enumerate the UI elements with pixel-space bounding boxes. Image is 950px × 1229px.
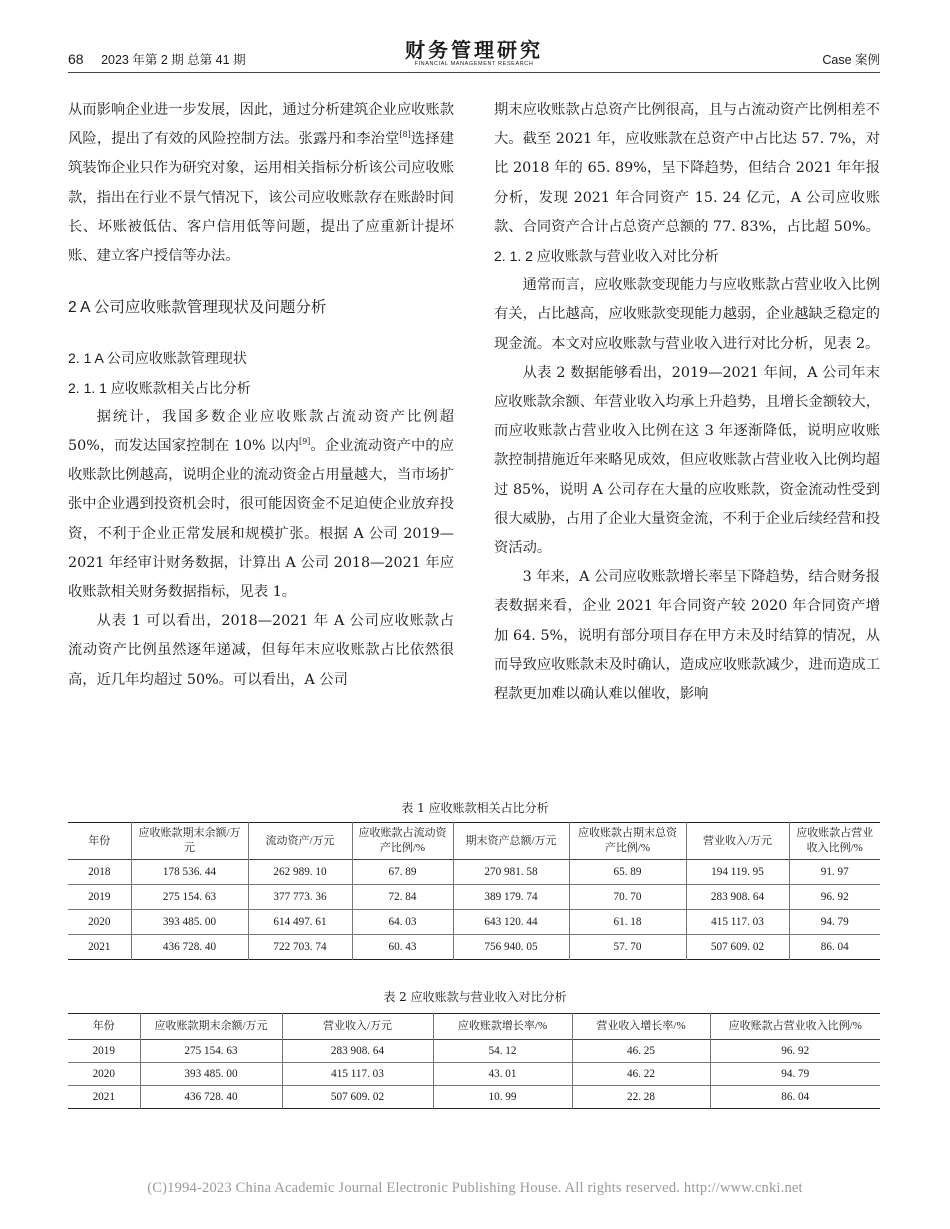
table2 (68, 1013, 880, 1109)
table-row (68, 1086, 880, 1109)
table1-header: 应收账款期末余额/万元 (131, 823, 248, 860)
table1-header: 应收账款占期末总资产比例/% (569, 823, 686, 860)
table-cell: 436 728. 40 (131, 935, 248, 960)
table-cell: 393 485. 00 (131, 910, 248, 935)
table1-header: 营业收入/万元 (686, 823, 789, 860)
paragraph: 从而影响企业进一步发展，因此，通过分析建筑企业应收账款风险，提出了有效的风险控制方法。张露丹和李治堂[8]选择建筑装饰企业只作为研究对象，运用相关指标分析该公司应收账款，指出在行业不景气情况下，该公司应收账款存在账龄时间长、坏账被低估、客户信用低等问题，提出了应重新计提坏账、建立客户授信等办法。 (68, 102, 455, 265)
table1-header: 期末资产总额/万元 (453, 823, 569, 860)
logo-english: FINANCIAL MANAGEMENT RESEARCH (414, 61, 534, 67)
table-cell: 2020 (92, 1068, 115, 1080)
table1-caption: 表 1 应收账款相关占比分析 (401, 801, 549, 815)
table-cell: 10. 99 (433, 1086, 572, 1109)
table-row (68, 1040, 880, 1063)
section-label: Case 案例 (822, 53, 880, 67)
table-cell: 389 179. 74 (453, 885, 569, 910)
table-cell: 756 940. 05 (453, 935, 569, 960)
table1-header: 流动资产/万元 (248, 823, 352, 860)
table-cell: 94. 79 (710, 1063, 880, 1086)
table2-header: 年份 (92, 1020, 115, 1032)
table-row (68, 1063, 880, 1086)
table1-header: 应收账款占流动资产比例/% (352, 823, 453, 860)
table-cell: 507 609. 02 (282, 1086, 433, 1109)
paragraph: 从表 2 数据能够看出，2019—2021 年间，A 公司年末应收账款余额、年营业收入均承上升趋势，且增长金额较大，而应收账款占营业收入比例在这 3 年逐渐降低，说明应收账款控制措施近年来略见成效，但应收账款占营业收入比例均超过 85%，说明 A 公司存在大量的应收账款，资金流动性受到很大威胁，占用了企业大量资金流，不利于企业后续经营和投资活动。 (494, 364, 881, 557)
table-cell: 722 703. 74 (248, 935, 352, 960)
journal-logo (405, 34, 543, 67)
right-column (494, 96, 880, 709)
table2-header: 应收账款期末余额/万元 (140, 1014, 282, 1040)
table-cell: 46. 25 (572, 1040, 710, 1063)
table2-header: 应收账款增长率/% (433, 1014, 572, 1040)
page-header (68, 38, 880, 72)
table1-header-row (68, 823, 880, 860)
table-cell: 270 981. 58 (453, 860, 569, 885)
table-cell: 2019 (88, 891, 111, 903)
table2-header: 营业收入增长率/% (572, 1014, 710, 1040)
table-cell: 72. 84 (352, 885, 453, 910)
table2-header: 应收账款占营业收入比例/% (710, 1014, 880, 1040)
table-cell: 86. 04 (789, 935, 880, 960)
page-number: 68 (68, 51, 84, 67)
table-cell: 2020 (88, 916, 111, 928)
citation: [8] (399, 130, 411, 140)
citation: [9] (298, 437, 311, 447)
table2-header-row (68, 1014, 880, 1040)
table-cell: 393 485. 00 (140, 1063, 282, 1086)
table-cell: 2021 (88, 941, 111, 953)
table-cell: 415 117. 03 (282, 1063, 433, 1086)
table-cell: 283 908. 64 (686, 885, 789, 910)
table-cell: 377 773. 36 (248, 885, 352, 910)
table-cell: 54. 12 (433, 1040, 572, 1063)
table-cell: 61. 18 (569, 910, 686, 935)
table-cell: 64. 03 (352, 910, 453, 935)
table-row (68, 860, 880, 885)
table-cell: 436 728. 40 (140, 1086, 282, 1109)
table-cell: 60. 43 (352, 935, 453, 960)
table-cell: 57. 70 (569, 935, 686, 960)
table-cell: 22. 28 (572, 1086, 710, 1109)
table-row (68, 935, 880, 960)
table-row (68, 885, 880, 910)
table-cell: 94. 79 (789, 910, 880, 935)
table-cell: 178 536. 44 (131, 860, 248, 885)
logo-chinese: 财务管理研究 (405, 38, 543, 62)
paragraph: 3 年来，A 公司应收账款增长率呈下降趋势，结合财务报表数据来看，企业 2021 年合同资产较 2020 年合同资产增加 64. 5%，说明有部分项目存在甲方未及时结算的情况，从而导致应收账款未及时确认，造成应收账款减少，进而造成工程款更加难以确认难以催收，影响 (494, 569, 881, 703)
table-cell: 507 609. 02 (686, 935, 789, 960)
table-cell: 43. 01 (433, 1063, 572, 1086)
table-cell: 275 154. 63 (131, 885, 248, 910)
subsubsection-heading: 2. 1. 1 应收账款相关占比分析 (68, 379, 251, 396)
header-rule (68, 72, 880, 73)
table-cell: 96. 92 (710, 1040, 880, 1063)
paragraph: 从表 1 可以看出，2018—2021 年 A 公司应收账款占流动资产比例虽然逐年递减，但每年末应收账款占比依然很高，近几年均超过 50%。可以看出，A 公司 (68, 613, 454, 688)
table-cell: 65. 89 (569, 860, 686, 885)
table-cell: 614 497. 61 (248, 910, 352, 935)
section-heading: 2 A 公司应收账款管理现状及问题分析 (68, 299, 327, 317)
table-row (68, 910, 880, 935)
paragraph: 通常而言，应收账款变现能力与应收账款占营业收入比例有关，占比越高，应收账款变现能力越弱，企业越缺乏稳定的现金流。本文对应收账款与营业收入进行对比分析，见表 2。 (494, 277, 881, 352)
table-cell: 91. 97 (789, 860, 880, 885)
paragraph: 期末应收账款占总资产比例很高，且与占流动资产比例相差不大。截至 2021 年，应收账款在总资产中占比达 57. 7%，对比 2018 年的 65. 89%，呈下降趋势，但结合 2021 年年报分析，发现 2021 年合同资产 15. 24 亿元，A 公司应收账款、合同资产合计占总资产总额的 77. 83%，占比超 50%。 (494, 102, 881, 235)
table-cell: 2021 (92, 1091, 115, 1103)
issue-info: 2023 年第 2 期 总第 41 期 (101, 53, 246, 67)
subsection-heading: 2. 1 A 公司应收账款管理现状 (68, 350, 247, 367)
table-cell: 2019 (92, 1045, 115, 1057)
table-cell: 643 120. 44 (453, 910, 569, 935)
left-column (68, 96, 454, 695)
table-cell: 86. 04 (710, 1086, 880, 1109)
table-cell: 283 908. 64 (282, 1040, 433, 1063)
table-cell: 67. 89 (352, 860, 453, 885)
table2-header: 营业收入/万元 (282, 1014, 433, 1040)
table2-caption: 表 2 应收账款与营业收入对比分析 (383, 990, 567, 1004)
table-cell: 194 119. 95 (686, 860, 789, 885)
table-cell: 2018 (88, 866, 111, 878)
subsubsection-heading: 2. 1. 2 应收账款与营业收入对比分析 (494, 248, 719, 265)
table-cell: 46. 22 (572, 1063, 710, 1086)
paragraph: 据统计，我国多数企业应收账款占流动资产比例超 50%，而发达国家控制在 10% 以内[9]。企业流动资产中的应收账款比例越高，说明企业的流动资金占用量越大，当市场扩张中企业遇到投资机会时，很可能因资金不足迫使企业放弃投资，不利于企业正常发展和规模扩张。根据 A 公司 2019—2021 年经审计财务数据，计算出 A 公司 2018—2021 年应收账款相关财务数据指标，见表 1。 (68, 408, 455, 601)
table-cell: 96. 92 (789, 885, 880, 910)
table1-header: 年份 (88, 834, 111, 847)
table-cell: 262 989. 10 (248, 860, 352, 885)
copyright-footer: (C)1994-2023 China Academic Journal Electronic Publishing House. All rights reserved. http://www.cnki.net (147, 1180, 803, 1196)
table-cell: 70. 70 (569, 885, 686, 910)
table-cell: 415 117. 03 (686, 910, 789, 935)
table-cell: 275 154. 63 (140, 1040, 282, 1063)
table1 (68, 822, 880, 960)
table1-header: 应收账款占营业收入比例/% (789, 823, 880, 860)
header-left (68, 50, 246, 68)
